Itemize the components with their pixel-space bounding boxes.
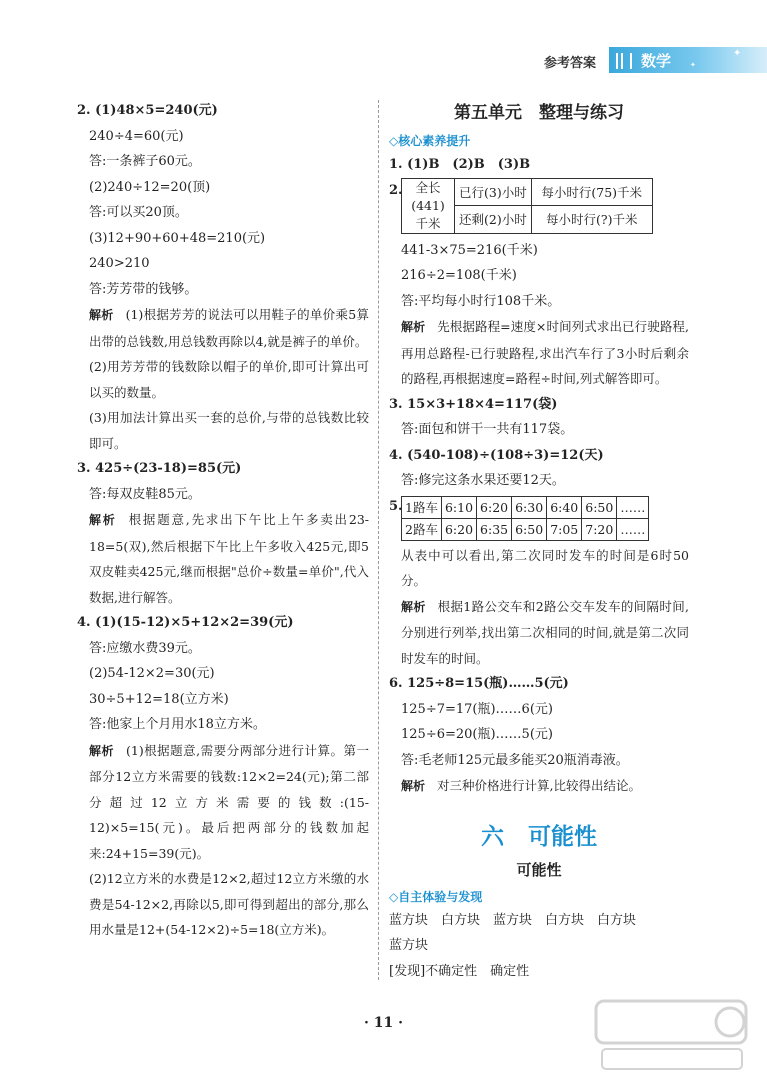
table-cell: 7:20 [582,518,617,540]
answer-line: 1. (1)B (2)B (3)B [389,157,531,172]
analysis-text: (1)根据题意,需要分两部分进行计算。第一部分12立方米需要的钱数:12×2=24(元);第二部分超过12立方米需要的钱数:(15-12)×5=15(元)。最后把两部分的钱数加起来:24+15=39(元)。 [89,742,369,861]
analysis-text: 根据题意,先求出下午比上午多卖出23-18=5(双),然后根据下午比上午多收入425元,即5双皮鞋卖425元,继而根据"总价÷数量=单价",代入数据,进行解答。 [89,512,369,605]
table-cell: 6:20 [477,496,512,518]
answer-line: 240>210 [89,256,150,271]
answer-line: 30÷5+12=18(立方米) [89,691,229,707]
table-cell: 6:35 [477,518,512,540]
analysis [389,773,689,800]
table-cell: 6:30 [512,496,547,518]
section-heading: ◇核心素养提升 [389,134,471,148]
answer-line: 答:毛老师125元最多能买20瓶消毒液。 [401,752,629,768]
answer-line: 答:修完这条水果还要12天。 [401,473,565,488]
answer-line: 3. 15×3+18×4=117(袋) [389,396,558,412]
sparkle-icon: ✦ [690,61,696,69]
header-band [609,47,767,73]
answer-line: 蓝方块 [389,938,429,953]
table-cell: 全长(441)千米 [402,178,455,233]
answer-line: 6. 125÷8=15(瓶)……5(元) [389,676,569,691]
table-cell: 6:50 [512,518,547,540]
table-cell: …… [617,496,649,518]
analysis-text: 对三种价格进行计算,比较得出结论。 [437,778,641,793]
unit-title: 第五单元 整理与练习 [454,103,624,123]
analysis-label: 解析 [401,320,426,334]
table-row [402,518,649,540]
q2-block: 2. 全长(441)千米 已行(3)小时 每小时行(75)千米 还剩(2)小时 每小时行(?)千米 [389,178,689,238]
table-cell: 每小时行(?)千米 [531,206,652,234]
watermark-logo-icon [592,995,752,1075]
analysis [77,738,369,867]
analysis-text: 根据1路公交车和2路公交车发车的间隔时间,分别进行列举,找出第二次相同的时间,就是第二次同时发车的时间。 [401,598,689,666]
table-cell: 1路车 [402,496,442,518]
answer-line: 3. 425÷(23-18)=85(元) [77,461,242,476]
q5-block: 5. 1路车 6:10 6:20 6:30 6:40 6:50 …… 2路车 6:20 6:35 6:50 7:05 7:20 …… [389,494,689,543]
analysis-label: 解析 [89,308,114,322]
analysis-label: 解析 [401,779,426,793]
answer-line: 2. (1)48×5=240(元) [77,103,218,118]
answer-line: 240÷4=60(元) [89,128,184,144]
lesson-title: 可能性 [516,860,562,879]
table-cell: 6:40 [547,496,582,518]
analysis-text: (2)用芳芳带的钱数除以帽子的单价,即可计算出可以买的数量。 [89,359,369,400]
analysis-text: 先根据路程=速度×时间列式求出已行驶路程,再用总路程-已行驶路程,求出汽车行了3小时后剩余的路程,再根据速度=路程÷时间,列式解答即可。 [401,319,689,386]
section-heading: ◇自主体验与发现 [389,889,483,904]
header-bars-icon [616,53,632,69]
answer-line: 125÷6=20(瓶)……5(元) [401,727,553,742]
answer-line: 答:应缴水费39元。 [89,640,201,656]
table-cell: 还剩(2)小时 [455,206,532,234]
table-cell: 已行(3)小时 [455,178,532,206]
analysis [389,314,689,392]
table-row [402,496,649,518]
answer-line: 答:平均每小时行108千米。 [401,293,561,309]
bus-schedule-table [401,496,649,541]
analysis [389,594,689,672]
chapter-name: 可能性 [528,823,597,850]
answer-line: 答:每双皮鞋85元。 [89,486,201,502]
answer-line: 216÷2=108(千米) [401,268,517,283]
analysis-text: (3)用加法计算出买一套的总价,与带的总钱数比较即可。 [89,410,369,451]
header-subject: 数学 [641,52,672,70]
chapter-number: 六 [481,823,504,850]
left-column [77,98,369,943]
header-label: 参考答案 [544,56,597,71]
distance-table [401,178,653,234]
analysis-label: 解析 [89,743,114,758]
sparkle-icon: ✦ [733,48,742,59]
column-divider [378,100,379,980]
answer-line: (2)54-12×2=30(元) [89,666,215,681]
answer-line: 441-3×75=216(千米) [401,242,538,258]
answer-line: 答:一条裤子60元。 [89,154,201,169]
analysis-text: (1)根据芳芳的说法可以用鞋子的单价乘5算出带的总钱数,用总钱数再除以4,就是裤子的单价。 [89,307,369,349]
table-cell: 7:05 [547,518,582,540]
analysis-label: 解析 [401,599,426,614]
answer-line: 4. (1)(15-12)×5+12×2=39(元) [77,615,294,630]
answer-line: 125÷7=17(瓶)……6(元) [401,701,553,717]
table-cell: 6:50 [582,496,617,518]
answer-line: 答:面包和饼干一共有117袋。 [401,422,574,437]
answer-line: 蓝方块 白方块 蓝方块 白方块 白方块 [389,912,637,928]
right-column [389,98,689,984]
chapter-title [389,820,689,854]
analysis-text: (2)12立方米的水费是12×2,超过12立方米缴的水费是54-12×2,再除以5,即可得到超出的部分,那么用水量是12+(54-12×2)÷5=18(立方米)。 [89,871,369,937]
answer-line: 答:他家上个月用水18立方米。 [89,717,266,732]
table-cell: 6:10 [441,496,476,518]
table-cell: 6:20 [441,518,476,540]
analysis [77,302,369,354]
answer-line: (2)240÷12=20(顶) [89,179,211,195]
answer-text: 从表中可以看出,第二次同时发车的时间是6时50分。 [401,547,689,588]
page-number: · 11 · [364,1015,403,1031]
analysis [77,507,369,610]
answer-line: 答:芳芳带的钱够。 [89,281,198,297]
answer-line: 4. (540-108)÷(108÷3)=12(天) [389,447,604,463]
answer-line: (3)12+90+60+48=210(元) [89,230,266,246]
table-cell: …… [617,518,649,540]
table-cell: 每小时行(75)千米 [531,178,652,206]
answer-line: 答:可以买20顶。 [89,205,188,220]
answer-line: [发现]不确定性 确定性 [389,963,530,979]
analysis-label: 解析 [89,513,117,527]
table-cell: 2路车 [402,518,442,540]
